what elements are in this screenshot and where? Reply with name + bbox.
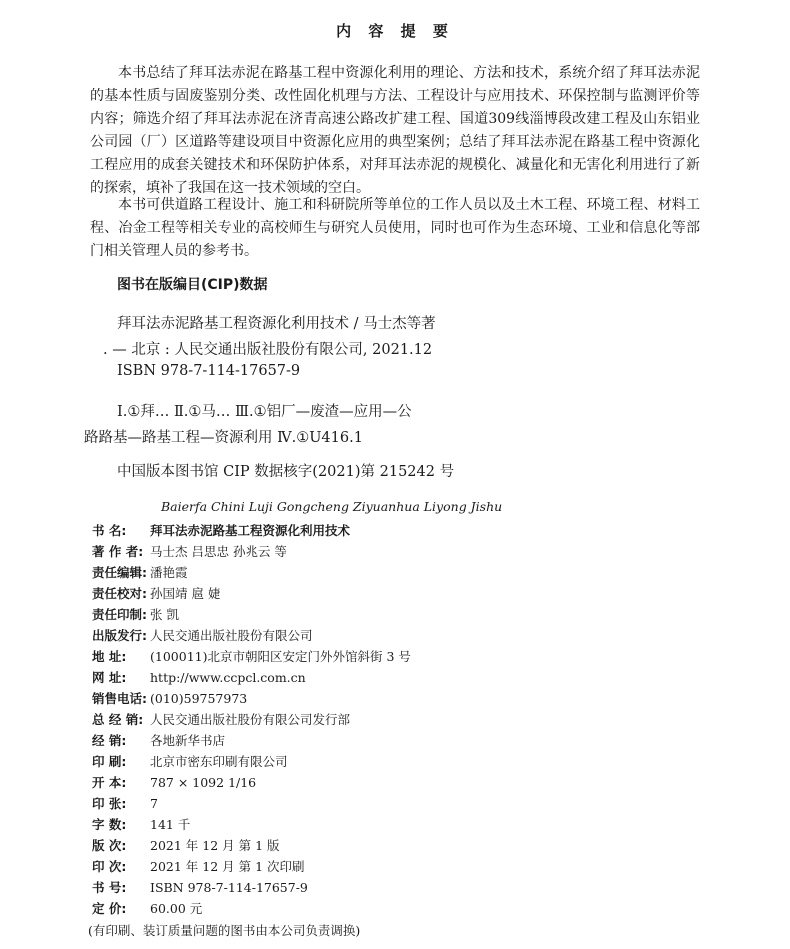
info-row-sheets (92, 794, 158, 812)
info-label: 销售电话: (92, 691, 147, 706)
info-label: 印 次: (92, 859, 127, 874)
info-label: 经 销: (92, 733, 127, 748)
summary-paragraph-2: 本书可供道路工程设计、施工和科研院所等单位的工作人员以及土木工程、环境工程、材料工程、冶金工程等相关专业的高校师生与研究人员使用，同时也可作为生态环境、工业和信息化等部门相关管理人员的参考书。 (90, 197, 700, 259)
info-row-authors (92, 542, 287, 560)
info-value: 孙国靖 扈 婕 (150, 586, 221, 601)
summary-heading: 内 容 提 要 (336, 22, 454, 40)
info-row-proofreader (92, 584, 220, 602)
info-label: 责任印制: (92, 607, 147, 622)
info-value: ISBN 978-7-114-17657-9 (150, 880, 308, 895)
info-row-print-supervisor (92, 605, 179, 623)
info-value: 787 × 1092 1/16 (150, 775, 257, 790)
info-row-sales-phone (92, 689, 247, 707)
info-value: 潘艳霞 (150, 565, 188, 580)
info-value: 2021 年 12 月 第 1 版 (150, 838, 280, 853)
info-label: 版 次: (92, 838, 127, 853)
info-row-title (92, 521, 350, 539)
summary-paragraph-1: 本书总结了拜耳法赤泥在路基工程中资源化利用的理论、方法和技术，系统介绍了拜耳法赤泥的基本性质与固废鉴别分类、改性固化机理与方法、工程设计与应用技术、环保控制与监测评价等内容；筛选介绍了拜耳法赤泥在济青高速公路改扩建工程、国道309线淄博段改建工程及山东铝业公司园（厂）区道路等建设项目中资源化应用的典型案例；总结了拜耳法赤泥在路基工程中资源化工程应用的成套关键技术和环保防护体系，对拜耳法赤泥的规模化、减量化和无害化利用进行了新的探索，填补了我国在这一技术领域的空白。 (90, 65, 700, 196)
cip-line-isbn: ISBN 978-7-114-17657-9 (117, 363, 301, 379)
info-label: 印 张: (92, 796, 127, 811)
info-label: 网 址: (92, 670, 127, 685)
info-value: 人民交通出版社股份有限公司发行部 (150, 712, 351, 727)
info-row-printing (92, 857, 305, 875)
cip-line-record-number: 中国版本图书馆 CIP 数据核字(2021)第 215242 号 (117, 464, 455, 480)
info-label: 书 名: (92, 523, 127, 538)
info-row-website (92, 668, 306, 686)
info-label: 出版发行: (92, 628, 147, 643)
info-row-printer (92, 752, 288, 770)
info-row-distributor (92, 710, 350, 728)
info-row-word-count (92, 815, 190, 833)
info-value: (010)59757973 (150, 691, 248, 706)
cip-line-classification-1: Ⅰ.①拜… Ⅱ.①马… Ⅲ.①铝厂—废渣—应用—公 (117, 404, 412, 420)
info-label: 印 刷: (92, 754, 127, 769)
info-value: 北京市密东印刷有限公司 (150, 754, 288, 769)
info-label: 责任校对: (92, 586, 147, 601)
info-row-price (92, 899, 202, 917)
info-label: 总 经 销: (92, 712, 144, 727)
info-row-publisher (92, 626, 313, 644)
info-value: 马士杰 吕思忠 孙兆云 等 (150, 544, 287, 559)
info-value: 各地新华书店 (150, 733, 226, 748)
info-label: 定 价: (92, 901, 127, 916)
info-label: 书 号: (92, 880, 127, 895)
cip-line-publisher: . — 北京 : 人民交通出版社股份有限公司, 2021.12 (103, 342, 433, 358)
info-value: 141 千 (150, 817, 191, 832)
info-row-format (92, 773, 256, 791)
info-value: 60.00 元 (150, 901, 203, 916)
info-label: 字 数: (92, 817, 127, 832)
info-label: 开 本: (92, 775, 127, 790)
info-label: 责任编辑: (92, 565, 147, 580)
info-value: 张 凯 (150, 607, 179, 622)
pinyin-title: Baierfa Chini Luji Gongcheng Ziyuanhua Liyong Jishu (161, 499, 503, 514)
cip-line-title-author: 拜耳法赤泥路基工程资源化利用技术 / 马士杰等著 (117, 316, 436, 332)
info-value: 7 (150, 796, 158, 811)
cip-line-classification-2: 路路基—路基工程—资源利用 Ⅳ.①U416.1 (84, 430, 363, 446)
info-row-edition (92, 836, 280, 854)
info-value: 人民交通出版社股份有限公司 (150, 628, 313, 643)
info-value: (100011)北京市朝阳区安定门外外馆斜街 3 号 (150, 649, 411, 664)
info-value: 拜耳法赤泥路基工程资源化利用技术 (150, 523, 351, 538)
info-label: 著 作 者: (92, 544, 144, 559)
info-label: 地 址: (92, 649, 127, 664)
cip-title: 图书在版编目(CIP)数据 (117, 277, 268, 293)
info-row-isbn (92, 878, 308, 896)
info-row-retailer (92, 731, 225, 749)
quality-note: (有印刷、装订质量问题的图书由本公司负责调换) (88, 923, 361, 938)
info-value: http://www.ccpcl.com.cn (150, 670, 306, 685)
info-value: 2021 年 12 月 第 1 次印刷 (150, 859, 305, 874)
info-row-editor (92, 563, 188, 581)
info-row-address (92, 647, 411, 665)
